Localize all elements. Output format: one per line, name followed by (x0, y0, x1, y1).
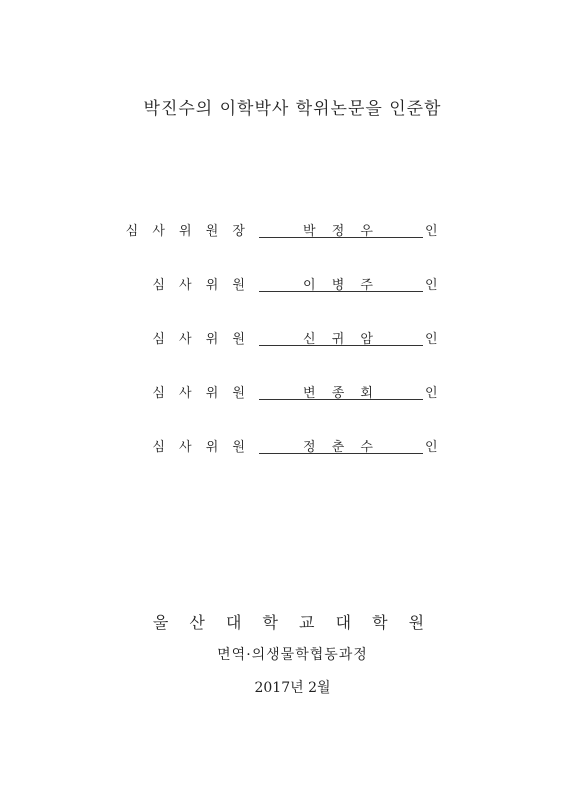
committee-row (0, 274, 585, 298)
committee-member-name: 신 귀 암 (259, 328, 423, 346)
committee-role: 심 사 위 원 (152, 440, 250, 455)
committee-role: 심 사 위 원 (152, 386, 250, 401)
seal-mark: 인 (425, 440, 438, 455)
committee-row (0, 436, 585, 460)
seal-mark: 인 (425, 278, 438, 293)
committee-row (0, 220, 585, 244)
committee-member-name: 박 정 우 (259, 220, 423, 238)
seal-mark: 인 (425, 224, 438, 239)
committee-member-name: 이 병 주 (259, 274, 423, 292)
approval-date: 2017년 2월 (254, 680, 331, 696)
committee-member-name: 정 춘 수 (259, 436, 423, 454)
seal-mark: 인 (425, 386, 438, 401)
program-name: 면역·의생물학협동과정 (217, 647, 368, 663)
committee-role: 심 사 위 원 (152, 278, 250, 293)
committee-row (0, 382, 585, 406)
seal-mark: 인 (425, 332, 438, 347)
document-title: 박진수의 이학박사 학위논문을 인준함 (143, 99, 442, 119)
graduate-school-name: 울 산 대 학 교 대 학 원 (152, 613, 433, 632)
committee-role: 심 사 위 원 (152, 332, 250, 347)
committee-row (0, 328, 585, 352)
committee-member-name: 변 종 회 (259, 382, 423, 400)
committee-role: 심 사 위 원 장 (125, 224, 250, 239)
